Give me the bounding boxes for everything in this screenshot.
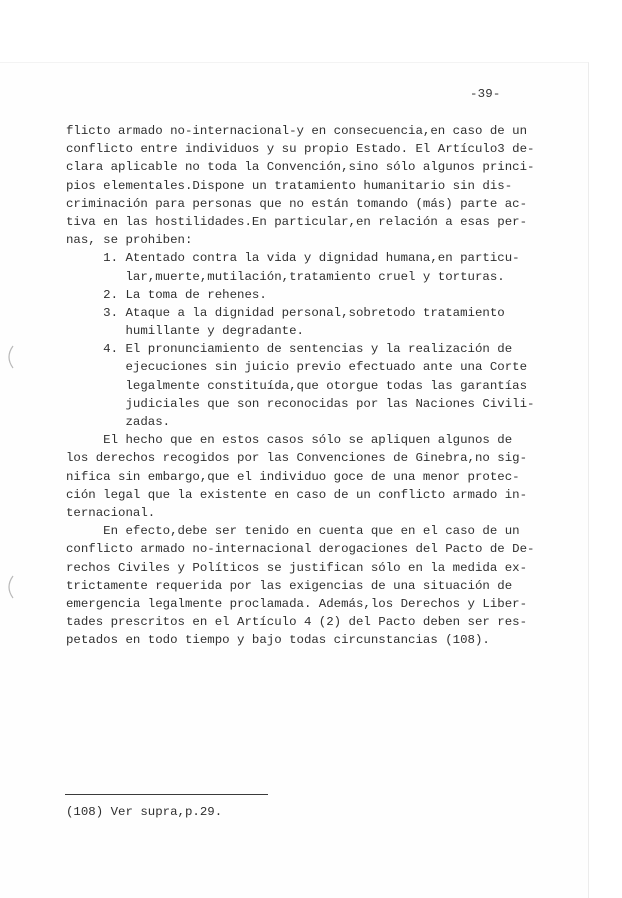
list-item-line: zadas. [125,415,171,429]
text-line: los derechos recogidos por las Convenciones de Ginebra,no sig- [66,451,528,466]
text-line: clara aplicable no toda la Convención,sino sólo algunos princi- [66,160,535,175]
text-line: ternacional. [66,505,156,520]
prohibitions-list [66,249,556,431]
list-item-line: 1. Atentado contra la vida y dignidad humana,en particu- [103,251,520,266]
text-line: nifica sin embargo,que el individuo goce de una menor protec- [66,469,520,484]
list-item [66,304,556,340]
list-item-line: 3. Ataque a la dignidad personal,sobretodo tratamiento [103,305,505,320]
body-text [66,122,556,649]
list-item-line: 4. El pronunciamiento de sentencias y la realización de [103,342,513,357]
text-line: rechos Civiles y Políticos se justifican sólo en la medida ex- [66,560,528,575]
text-line: En efecto,debe ser tenido en cuenta que en el caso de un [103,524,520,539]
list-item-line: humillante y degradante. [125,324,304,339]
list-item [66,340,556,431]
text-line: emergencia legalmente proclamada. Además,los Derechos y Liber- [66,596,528,611]
text-line: conflicto entre individuos y su propio Estado. El Artículo3 de- [66,142,535,157]
footnote: (108) Ver supra,p.29. [66,805,223,819]
list-item [66,286,556,304]
list-item [66,249,556,285]
list-item-line: 2. La toma de rehenes. [103,287,267,302]
text-line: trictamente requerida por las exigencias de una situación de [66,578,513,593]
text-line: flicto armado no-internacional-y en consecuencia,en caso de un [66,124,528,138]
text-line: conflicto armado no-internacional derogaciones del Pacto de De- [66,542,535,557]
text-line: criminación para personas que no están tomando (más) parte ac- [66,196,528,211]
text-line: petados en todo tiempo y bajo todas circunstancias (108). [66,633,490,648]
text-line: tades prescritos en el Artículo 4 (2) del Pacto deben ser res- [66,615,528,630]
footnote-divider [65,794,268,795]
page-number: -39- [470,87,501,101]
text-line: pios elementales.Dispone un tratamiento humanitario sin dis- [66,178,513,193]
text-line: ción legal que la existente en caso de un conflicto armado in- [66,487,528,502]
list-item-line: judiciales que son reconocidas por las Naciones Civili- [125,396,535,411]
list-item-line: ejecuciones sin juicio previo efectuado ante una Corte [125,360,528,375]
text-line: nas, se prohiben: [66,233,193,248]
punch-hole-mark [2,574,16,600]
list-item-line: legalmente constituída,que otorgue todas las garantías [125,378,528,393]
punch-hole-mark [2,344,16,370]
text-line: El hecho que en estos casos sólo se apliquen algunos de [103,433,513,448]
text-line: tiva en las hostilidades.En particular,en relación a esas per- [66,214,528,229]
list-item-line: lar,muerte,mutilación,tratamiento cruel y torturas. [125,269,505,284]
